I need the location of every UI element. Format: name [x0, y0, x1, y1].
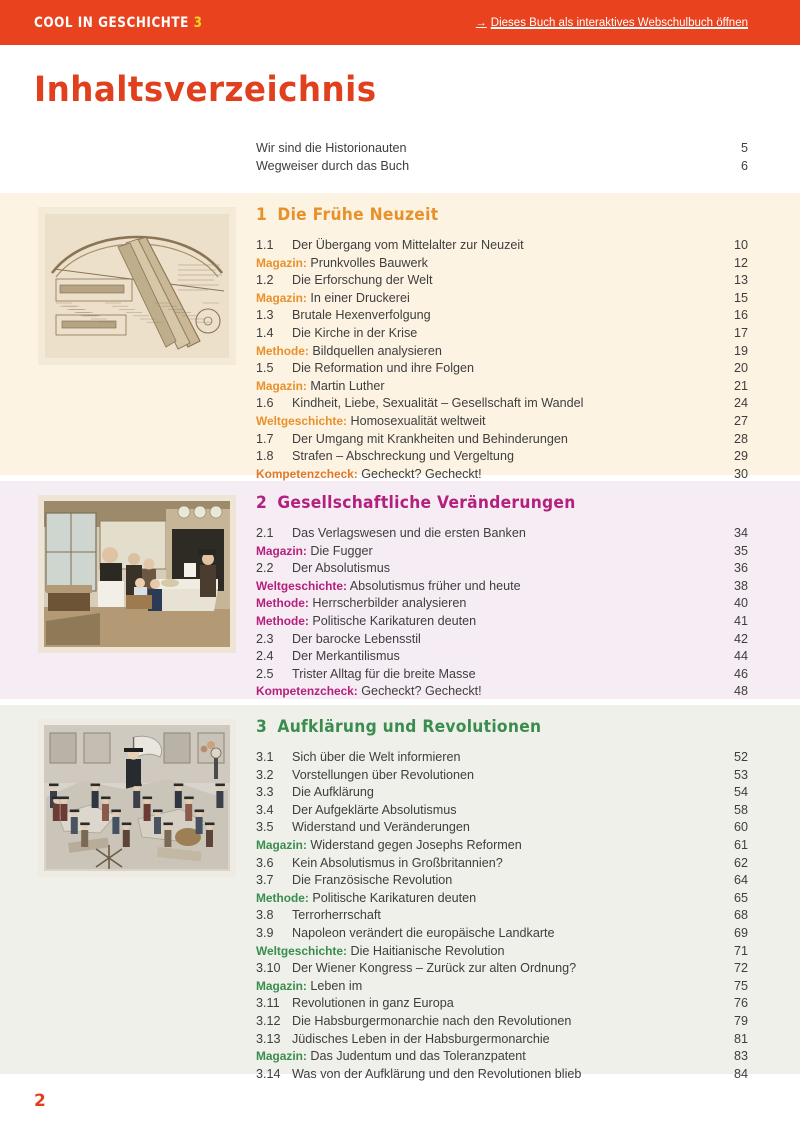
toc-entry-page: 17 — [733, 325, 748, 340]
toc-entry-text: Homosexualität weltweit — [350, 413, 486, 428]
toc-entry-page: 42 — [733, 631, 748, 646]
toc-entry-label: Die Aufklärung — [292, 785, 374, 800]
toc-entry-page: 72 — [733, 961, 748, 976]
toc-entry-row[interactable] — [256, 307, 748, 325]
top-header-bar — [0, 0, 800, 45]
toc-entry-row[interactable] — [256, 448, 748, 466]
toc-entry-label: Die Reformation und ihre Folgen — [292, 361, 475, 376]
toc-entry-label — [256, 890, 720, 908]
toc-entry-page: 46 — [733, 666, 748, 681]
toc-entry-row[interactable] — [256, 855, 748, 873]
toc-entry-label — [256, 837, 720, 855]
toc-entry-page: 34 — [733, 526, 748, 540]
chapter-toc-1 — [256, 205, 748, 483]
toc-entry-text: Prunkvolles Bauwerk — [310, 255, 428, 270]
toc-entry-label — [256, 1048, 720, 1066]
toc-entry-label: Die Französische Revolution — [292, 873, 453, 888]
arrow-right-icon: → — [475, 16, 487, 29]
toc-entry-index: 1.5 — [256, 361, 274, 376]
toc-entry-tag: Weltgeschichte: — [256, 578, 347, 593]
chapter-title: Gesellschaftliche Veränderungen — [277, 493, 576, 512]
toc-entry-page: 60 — [733, 820, 748, 835]
toc-entry-page: 10 — [733, 238, 748, 252]
toc-entry-row[interactable] — [256, 631, 748, 649]
toc-entry-page: 62 — [733, 855, 748, 870]
frontmatter-title: Wegweiser durch das Buch — [256, 158, 410, 173]
toc-entry-row[interactable] — [256, 1013, 748, 1031]
chapter-thumbnail-3[interactable] — [38, 719, 236, 877]
toc-entry-page: 30 — [733, 466, 748, 481]
toc-entry-page: 68 — [733, 908, 748, 923]
toc-entry-label: Das Verlagswesen und die ersten Banken — [292, 526, 526, 540]
toc-entry-label: Der Absolutismus — [292, 561, 390, 576]
toc-entry-page: 75 — [733, 978, 748, 993]
frontmatter-title: Wir sind die Historionauten — [256, 141, 407, 155]
toc-special-row[interactable] — [256, 837, 748, 855]
toc-entry-label — [256, 683, 720, 701]
toc-entry-index: 2.3 — [256, 631, 274, 646]
frontmatter-list — [256, 140, 748, 175]
toc-entry-text: Bildquellen analysieren — [312, 343, 442, 358]
toc-entry-text: Politische Karikaturen deuten — [312, 890, 477, 905]
chapter-heading-3[interactable] — [256, 717, 718, 736]
toc-entry-row[interactable] — [256, 749, 748, 767]
toc-entry-index: 3.1 — [256, 750, 274, 764]
toc-entry-index: 1.7 — [256, 431, 274, 446]
toc-entry-text: Das Judentum und das Toleranzpatent — [310, 1049, 526, 1064]
toc-entry-index: 2.5 — [256, 666, 274, 681]
toc-entry-text: Die Fugger — [310, 543, 373, 558]
toc-entry-row[interactable] — [256, 1031, 748, 1049]
chapter-block-3 — [0, 705, 800, 1081]
chapter-number: 1 — [256, 205, 268, 224]
toc-entry-text: Herrscherbilder analysieren — [312, 596, 467, 611]
toc-entry-row[interactable] — [256, 925, 748, 943]
toc-entry-label: Brutale Hexenverfolgung — [292, 308, 431, 323]
chapter-heading-2[interactable] — [256, 493, 718, 512]
toc-entry-index: 3.3 — [256, 785, 274, 800]
toc-entry-row[interactable] — [256, 784, 748, 802]
toc-entry-index: 3.8 — [256, 908, 274, 923]
toc-entry-page: 16 — [733, 308, 748, 323]
toc-entry-index: 2.2 — [256, 561, 274, 576]
toc-special-row[interactable] — [256, 683, 748, 701]
book-brand-logo — [34, 15, 203, 31]
toc-entry-text: Gecheckt? Gecheckt! — [361, 466, 482, 481]
toc-entry-page: 41 — [733, 613, 748, 628]
chapter-thumbnail-1[interactable] — [38, 207, 236, 365]
toc-entry-page: 48 — [733, 684, 748, 699]
toc-entry-index: 3.14 — [256, 1066, 281, 1081]
toc-entry-label: Revolutionen in ganz Europa — [292, 996, 454, 1011]
brand-title: COOL IN GESCHICHTE — [34, 14, 189, 31]
toc-entry-index: 3.6 — [256, 855, 274, 870]
toc-entry-label — [256, 255, 720, 273]
toc-entry-label — [256, 943, 720, 961]
toc-entry-index: 3.5 — [256, 820, 274, 835]
toc-entry-text: Die Haitianische Revolution — [350, 943, 505, 958]
toc-entry-tag: Magazin: — [256, 1049, 307, 1064]
toc-entry-page: 27 — [733, 413, 748, 428]
toc-entry-row[interactable] — [256, 272, 748, 290]
toc-entry-tag: Magazin: — [256, 837, 307, 852]
frontmatter-row[interactable] — [256, 158, 748, 176]
toc-entry-tag: Magazin: — [256, 543, 307, 558]
toc-entry-page: 28 — [733, 431, 748, 446]
toc-entry-row[interactable] — [256, 907, 748, 925]
toc-special-row[interactable] — [256, 378, 748, 396]
toc-entry-label: Trister Alltag für die breite Masse — [292, 666, 476, 681]
toc-special-row[interactable] — [256, 943, 748, 961]
toc-special-row[interactable] — [256, 413, 748, 431]
toc-entry-tag: Magazin: — [256, 290, 307, 305]
toc-entry-index: 1.6 — [256, 396, 274, 411]
toc-entry-page: 65 — [733, 890, 748, 905]
toc-entry-page: 64 — [733, 873, 748, 888]
toc-entry-label — [256, 613, 720, 631]
chapter-heading-1[interactable] — [256, 205, 718, 224]
toc-entry-label: Die Habsburgermonarchie nach den Revolutionen — [292, 1013, 572, 1028]
toc-entry-page: 79 — [733, 1013, 748, 1028]
toc-special-row[interactable] — [256, 978, 748, 996]
toc-entry-tag: Weltgeschichte: — [256, 943, 347, 958]
toc-entry-page: 40 — [733, 596, 748, 611]
toc-entry-tag: Methode: — [256, 343, 309, 358]
chapter-thumbnail-2[interactable] — [38, 495, 236, 653]
toc-entry-page: 81 — [733, 1031, 748, 1046]
toc-entry-row[interactable] — [256, 872, 748, 890]
toc-entry-index: 1.2 — [256, 273, 274, 288]
toc-entry-tag: Magazin: — [256, 255, 307, 270]
toc-special-row[interactable] — [256, 595, 748, 613]
toc-entry-index: 2.1 — [256, 526, 274, 540]
toc-special-row[interactable] — [256, 255, 748, 273]
toc-entry-page: 21 — [733, 378, 748, 393]
toc-entry-row[interactable] — [256, 960, 748, 978]
toc-entry-row[interactable] — [256, 395, 748, 413]
toc-entry-label: Strafen – Abschreckung und Vergeltung — [292, 449, 514, 464]
toc-entry-page: 15 — [733, 290, 748, 305]
toc-entry-label: Kein Absolutismus in Großbritannien? — [292, 855, 503, 870]
frontmatter-page-number: 5 — [740, 141, 748, 155]
toc-special-row[interactable] — [256, 578, 748, 596]
toc-entry-page: 71 — [733, 943, 748, 958]
toc-entry-label: Kindheit, Liebe, Sexualität – Gesellschaft im Wandel — [292, 396, 584, 411]
toc-entry-tag: Kompetenzcheck: — [256, 466, 358, 481]
chapter-block-2 — [0, 481, 800, 699]
toc-entry-page: 76 — [733, 996, 748, 1011]
toc-entry-page: 52 — [733, 750, 748, 764]
toc-entry-text: Martin Luther — [310, 378, 385, 393]
toc-entry-index: 1.4 — [256, 325, 274, 340]
toc-entry-page: 84 — [733, 1066, 748, 1081]
toc-entry-text: Leben im — [310, 978, 363, 993]
toc-entry-index: 1.1 — [256, 238, 274, 252]
toc-entry-page: 54 — [733, 785, 748, 800]
toc-entry-page: 36 — [733, 561, 748, 576]
brand-volume-number: 3 — [193, 14, 203, 31]
toc-entry-tag: Magazin: — [256, 978, 307, 993]
toc-entry-row[interactable] — [256, 648, 748, 666]
toc-entry-label — [256, 343, 720, 361]
toc-entry-label: Jüdisches Leben in der Habsburgermonarchie — [292, 1031, 550, 1046]
toc-entry-page: 24 — [733, 396, 748, 411]
toc-entry-index: 3.2 — [256, 767, 274, 782]
toc-entry-index: 1.8 — [256, 449, 274, 464]
chapter-number: 3 — [256, 717, 268, 736]
toc-entry-index: 3.9 — [256, 925, 274, 940]
toc-special-row[interactable] — [256, 890, 748, 908]
open-webbook-link[interactable] — [476, 17, 748, 29]
toc-entry-index: 2.4 — [256, 649, 274, 664]
toc-entry-page: 53 — [733, 767, 748, 782]
toc-entry-label — [256, 543, 720, 561]
toc-entry-page: 20 — [733, 361, 748, 376]
toc-entry-label: Widerstand und Veränderungen — [292, 820, 470, 835]
toc-entry-label: Der Aufgeklärte Absolutismus — [292, 802, 457, 817]
toc-entry-index: 3.7 — [256, 873, 274, 888]
toc-entry-label: Was von der Aufklärung und den Revolutionen blieb — [292, 1066, 582, 1081]
toc-entry-label — [256, 578, 720, 596]
toc-entry-index: 3.4 — [256, 802, 274, 817]
toc-entry-row[interactable] — [256, 666, 748, 684]
toc-entry-tag: Magazin: — [256, 378, 307, 393]
toc-entry-page: 35 — [733, 543, 748, 558]
toc-special-row[interactable] — [256, 290, 748, 308]
toc-entry-row[interactable] — [256, 325, 748, 343]
toc-entry-row[interactable] — [256, 819, 748, 837]
toc-entry-page: 38 — [733, 578, 748, 593]
toc-entry-row[interactable] — [256, 431, 748, 449]
toc-special-row[interactable] — [256, 613, 748, 631]
toc-special-row[interactable] — [256, 1048, 748, 1066]
toc-entry-page: 12 — [733, 255, 748, 270]
toc-entry-row[interactable] — [256, 995, 748, 1013]
toc-special-row[interactable] — [256, 543, 748, 561]
page-number: 2 — [34, 1091, 46, 1111]
toc-entry-label: Vorstellungen über Revolutionen — [292, 767, 475, 782]
toc-entry-page: 61 — [733, 837, 748, 852]
frontmatter-row[interactable] — [256, 140, 748, 158]
toc-entry-label: Der Umgang mit Krankheiten und Behinderungen — [292, 431, 568, 446]
toc-entry-tag: Weltgeschichte: — [256, 413, 347, 428]
toc-entry-text: Absolutismus früher und heute — [349, 578, 521, 593]
toc-entry-index: 1.3 — [256, 308, 274, 323]
toc-entry-row[interactable] — [256, 237, 748, 255]
toc-entry-text: Gecheckt? Gecheckt! — [361, 684, 482, 699]
toc-entry-page: 13 — [733, 273, 748, 288]
toc-entry-label: Der Merkantilismus — [292, 649, 400, 664]
toc-entry-label — [256, 290, 720, 308]
toc-entry-label: Der barocke Lebensstil — [292, 631, 421, 646]
toc-special-row[interactable] — [256, 343, 748, 361]
page-title: Inhaltsverzeichnis — [34, 70, 377, 110]
toc-entry-label: Terrorherrschaft — [292, 908, 381, 923]
toc-entry-tag: Methode: — [256, 596, 309, 611]
toc-entry-row[interactable] — [256, 802, 748, 820]
toc-entry-page: 58 — [733, 802, 748, 817]
toc-entry-tag: Kompetenzcheck: — [256, 684, 358, 699]
chapter-number: 2 — [256, 493, 268, 512]
chapter-title: Aufklärung und Revolutionen — [277, 717, 542, 736]
open-webbook-link-label: Dieses Buch als interaktives Webschulbuch öffnen — [490, 16, 748, 29]
toc-entry-tag: Methode: — [256, 613, 309, 628]
toc-entry-index: 3.10 — [256, 961, 281, 976]
toc-entry-label: Der Wiener Kongress – Zurück zur alten Ordnung? — [292, 961, 577, 976]
toc-entry-index: 3.11 — [256, 996, 280, 1011]
toc-entry-page: 69 — [733, 925, 748, 940]
toc-entry-label — [256, 595, 720, 613]
toc-entry-label: Der Übergang vom Mittelalter zur Neuzeit — [292, 238, 524, 252]
frontmatter-page-number: 6 — [740, 158, 748, 173]
toc-entry-text: Widerstand gegen Josephs Reformen — [310, 837, 522, 852]
toc-entry-page: 29 — [733, 449, 748, 464]
toc-entry-row[interactable] — [256, 560, 748, 578]
toc-entry-label: Die Kirche in der Krise — [292, 325, 418, 340]
chapter-title: Die Frühe Neuzeit — [277, 205, 439, 224]
chapter-toc-3 — [256, 717, 748, 1083]
toc-entry-page: 19 — [733, 343, 748, 358]
toc-entry-row[interactable] — [256, 525, 748, 543]
toc-entry-tag: Methode: — [256, 890, 309, 905]
toc-entry-label: Die Erforschung der Welt — [292, 273, 433, 288]
toc-entry-row[interactable] — [256, 360, 748, 378]
toc-entry-label — [256, 413, 720, 431]
chapter-block-1 — [0, 193, 800, 481]
toc-entry-label: Sich über die Welt informieren — [292, 750, 461, 764]
toc-entry-row[interactable] — [256, 767, 748, 785]
toc-entry-text: Politische Karikaturen deuten — [312, 613, 477, 628]
toc-entry-page: 83 — [733, 1049, 748, 1064]
toc-entry-label — [256, 978, 720, 996]
toc-entry-page: 44 — [733, 649, 748, 664]
toc-entry-label — [256, 378, 720, 396]
toc-entry-text: In einer Druckerei — [310, 290, 410, 305]
toc-entry-label: Napoleon verändert die europäische Landkarte — [292, 925, 555, 940]
chapter-toc-2 — [256, 493, 748, 701]
toc-entry-index: 3.12 — [256, 1013, 281, 1028]
toc-entry-row[interactable] — [256, 1066, 748, 1084]
toc-entry-index: 3.13 — [256, 1031, 281, 1046]
